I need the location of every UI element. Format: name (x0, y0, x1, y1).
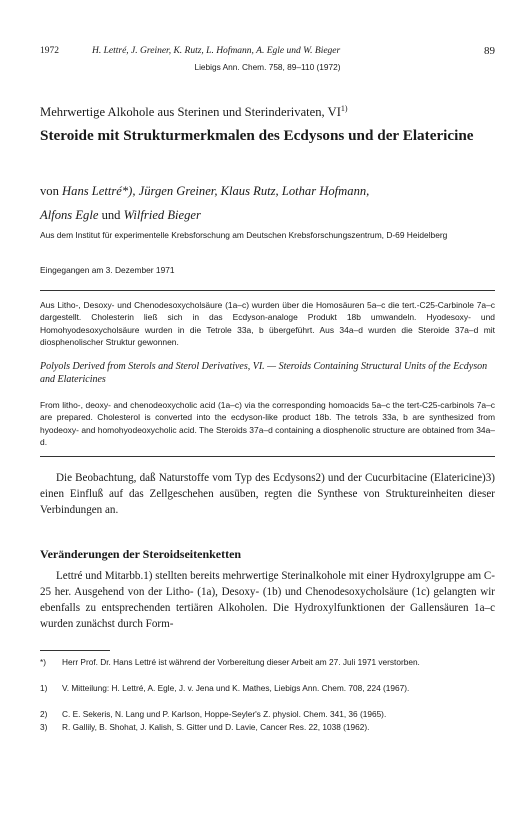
footnote-text: C. E. Sekeris, N. Lang und P. Karlson, Hoppe-Seyler's Z. physiol. Chem. 341, 36 (1965). (62, 709, 387, 719)
authors-second: Alfons Egle (40, 208, 99, 222)
journal-citation: Liebigs Ann. Chem. 758, 89–110 (1972) (194, 62, 341, 72)
author-line-1 (40, 179, 495, 203)
abstract-german: Aus Litho-, Desoxy- und Chenodesoxycholsäure (1a–c) wurden über die Homosäuren 5a–c die tert.-C25-Carbinole 7a–c dargestellt. Cholesterin ließ sich in das Ecdyson-analoge Produkt 18b umwandeln. Hyodesoxy- und Homohyodesoxycholsäure wurden in die Tetrole 33a, b übergeführt. Aus 34a–d wurden die Steroide 37a–d mit diosphenolischer Struktur gewonnen. (40, 300, 495, 348)
footnote-0 (40, 656, 495, 668)
running-header (40, 44, 495, 58)
abstract-top-rule (40, 290, 495, 291)
footnote-marker: 2) (40, 709, 48, 719)
affiliation: Aus dem Institut für experimentelle Krebsforschung am Deutschen Krebsforschungszentrum, D-69 Heidelberg (40, 230, 448, 240)
byline-und: und (101, 208, 121, 222)
authors-first: Hans Lettré*), Jürgen Greiner, Klaus Rutz, Lothar Hofmann, (62, 184, 370, 198)
section-paragraph: Lettré und Mitarbb.1) stellten bereits mehrwertige Sterinalkohole mit einer Hydroxylgruppe am C-25 her. Ausgehend von der Litho- (1a), Desoxy- (1b) und Chenodesoxycholsäure (1c) gelangten wir ebenfalls zu entsprechenden tertiären Alkoholen. Die Hydroxylfunktionen der Gallensäuren 1a–c wurden zunächst durch Form- (40, 570, 495, 630)
series-footnote-ref: 1) (340, 104, 348, 113)
abstract-english-title: Polyols Derived from Sterols and Sterol Derivatives, VI. — Steroids Containing Structural Units of the Ecdyson and Elatericines (40, 361, 488, 385)
header-year: 1972 (40, 46, 59, 56)
footnote-text: V. Mitteilung: H. Lettré, A. Egle, J. v. Jena und K. Mathes, Liebigs Ann. Chem. 708, 224 (1967). (62, 683, 410, 693)
footnote-text: R. Gallily, B. Shohat, J. Kalish, S. Gitter und D. Lavie, Cancer Res. 22, 1038 (1962). (62, 722, 370, 732)
article-title: Steroide mit Strukturmerkmalen des Ecdysons und der Elatericine (40, 127, 474, 144)
footnote-2 (40, 708, 495, 720)
byline-von: von (40, 184, 59, 198)
footnote-rule (40, 650, 110, 651)
author-line-2 (40, 203, 495, 227)
abstract-bottom-rule (40, 456, 495, 457)
abstract-english: From litho-, deoxy- and chenodeoxycholic acid (1a–c) via the corresponding homoacids 5a–c the tert-C25-carbinols 7a–c are prepared. Cholesterol is converted into the ecdyson-like product 18b. The tetrols 33a, b are synthesized from hyodeoxy- and homohyodeoxycholic acid. The Steroids 37a–d containing a diosphenolic structure are obtained from 34a–d. (40, 400, 495, 448)
authors-last: Wilfried Bieger (123, 208, 201, 222)
footnote-marker: *) (40, 657, 46, 667)
header-authors: H. Lettré, J. Greiner, K. Rutz, L. Hofmann, A. Egle und W. Bieger (92, 46, 341, 56)
footnote-text: Herr Prof. Dr. Hans Lettré ist während der Vorbereitung dieser Arbeit am 27. Juli 1971 verstorben. (62, 657, 420, 667)
intro-paragraph: Die Beobachtung, daß Naturstoffe vom Typ des Ecdysons2) und der Cucurbitacine (Elatericine)3) einen Einfluß auf das Zellgeschehen ausüben, regten die Synthese von Struktureinheiten dieser Verbindungen an. (40, 472, 495, 516)
footnote-marker: 1) (40, 683, 48, 693)
footnote-1 (40, 682, 495, 694)
section-heading: Veränderungen der Steroidseitenketten (40, 547, 242, 561)
series-title-text: Mehrwertige Alkohole aus Sterinen und Sterinderivaten, VI (40, 105, 341, 120)
received-date: Eingegangen am 3. Dezember 1971 (40, 265, 175, 275)
author-byline (40, 179, 495, 227)
series-title (40, 104, 348, 120)
footnote-marker: 3) (40, 722, 48, 732)
page-number: 89 (484, 45, 495, 57)
footnote-3 (40, 721, 495, 733)
